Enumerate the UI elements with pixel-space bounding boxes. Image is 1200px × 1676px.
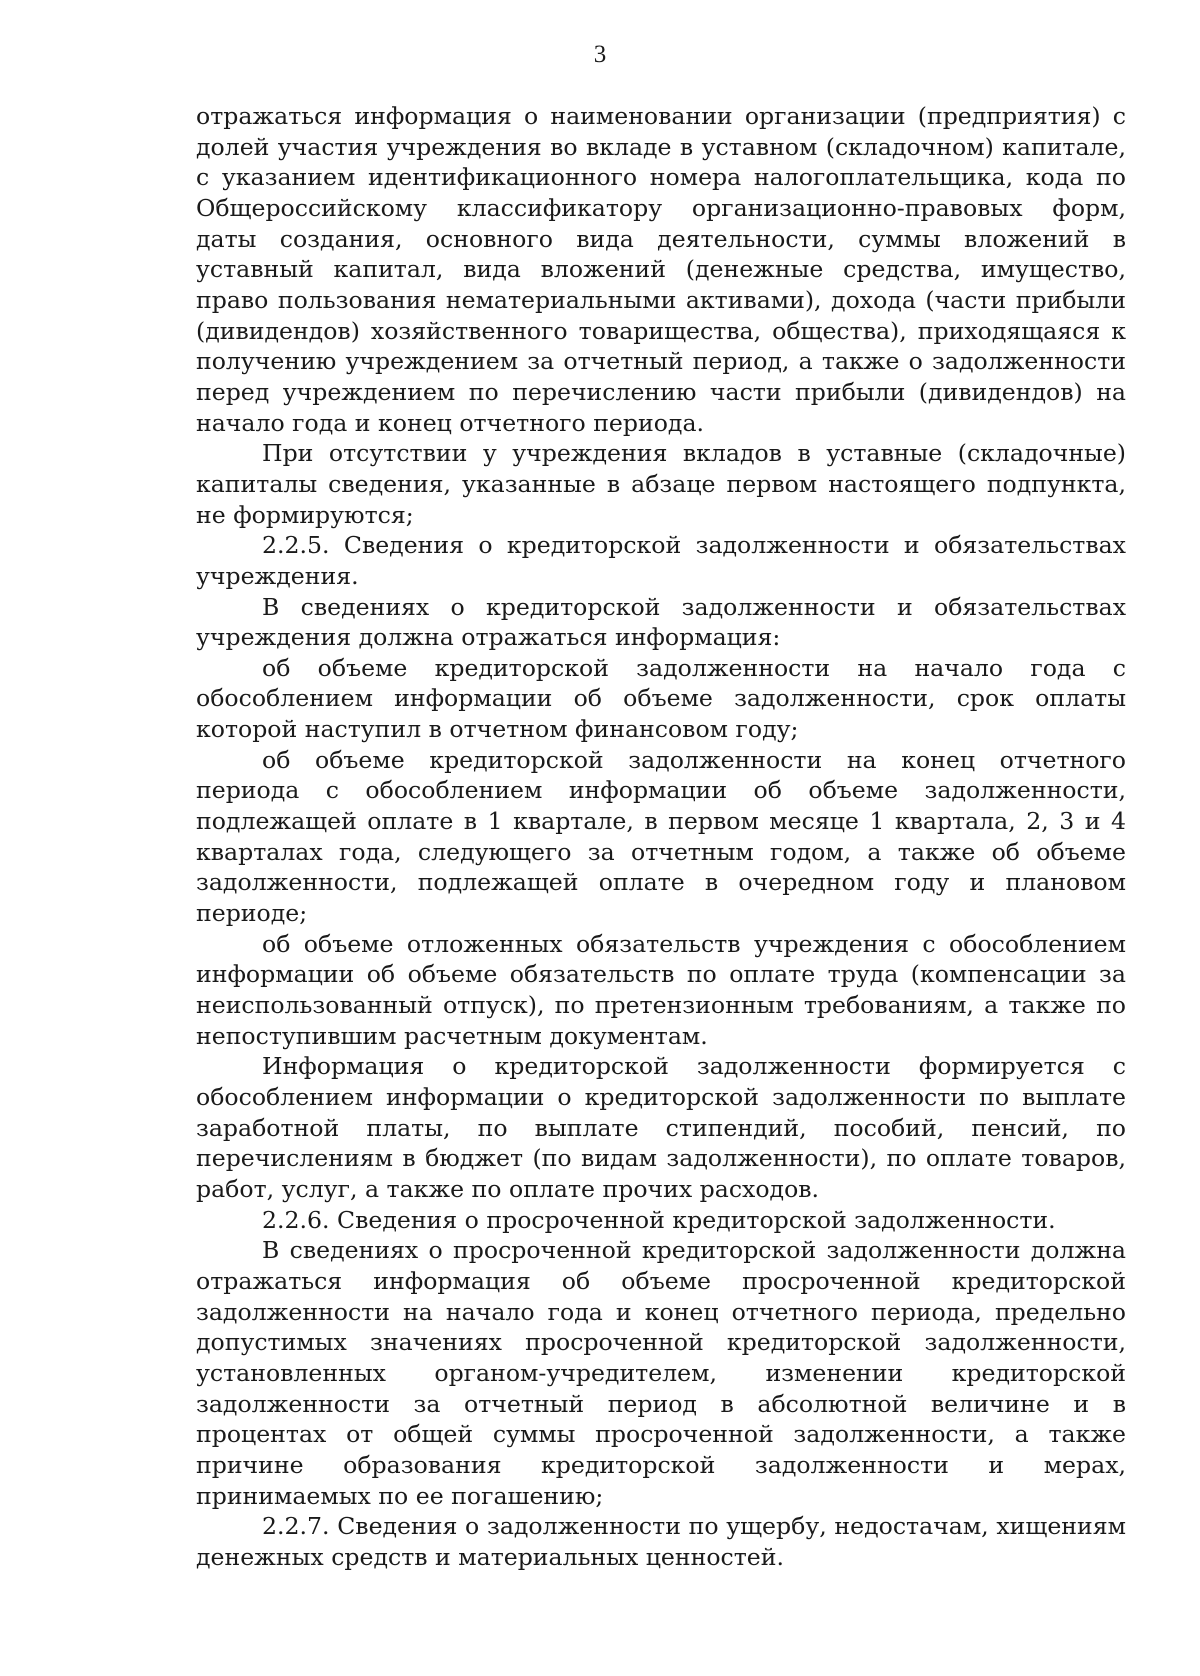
paragraph-payables-start-of-year: об объеме кредиторской задолженности на начало года с обособлением информации об объеме задолженности, срок оплаты которой наступил в отчетном финансовом году; — [196, 653, 1126, 744]
section-heading-2-2-6: 2.2.6. Сведения о просроченной кредиторской задолженности. — [262, 1205, 1056, 1234]
section-heading-2-2-5: 2.2.5. Сведения о кредиторской задолженности и обязательствах учреждения. — [196, 531, 1126, 590]
paragraph-payables-breakdown: Информация о кредиторской задолженности формируется с обособлением информации о кредиторской задолженности по выплате заработной платы, по выплате стипендий, пособий, пенсий, по перечислениям в бюджет (по видам задолженности), по оплате товаров, работ, услуг, а также по оплате прочих расходов. — [196, 1052, 1126, 1203]
paragraph-deferred-obligations: об объеме отложенных обязательств учреждения с обособлением информации об объеме обязательств по оплате труда (компенсации за неиспользованный отпуск), по претензионным требованиям, а также по непоступившим расчетным документам. — [196, 929, 1126, 1050]
paragraph-payables-info-intro: В сведениях о кредиторской задолженности и обязательствах учреждения должна отражаться информация: — [196, 592, 1126, 652]
paragraph-no-contributions: При отсутствии у учреждения вкладов в уставные (складочные) капиталы сведения, указанные в абзаце первом настоящего подпункта, не формируются; — [196, 439, 1126, 529]
section-heading-2-2-7: 2.2.7. Сведения о задолженности по ущербу, недостачам, хищениям денежных средств и материальных ценностей. — [196, 1512, 1126, 1571]
paragraph-overdue-payables-info: В сведениях о просроченной кредиторской задолженности должна отражаться информация об объеме просроченной кредиторской задолженности на начало года и конец отчетного периода, предельно допустимых значениях просроченной кредиторской задолженности, установленных органом-учредителем, изменении кредиторской задолженности за отчетный период в абсолютной величине и в процентах от общей суммы просроченной задолженности, а также причине образования кредиторской задолженности и мерах, принимаемых по ее погашению; — [196, 1236, 1126, 1510]
document-body — [196, 101, 1126, 1573]
page-number: 3 — [593, 41, 607, 68]
paragraph-payables-end-of-period: об объеме кредиторской задолженности на конец отчетного периода с обособлением информации об объеме задолженности, подлежащей оплате в 1 квартале, в первом месяце 1 квартала, 2, 3 и 4 кварталах года, следующего за отчетным годом, а также об объеме задолженности, подлежащей оплате в очередном году и плановом периоде; — [196, 745, 1126, 928]
paragraph-continuation: отражаться информация о наименовании организации (предприятия) с долей участия учреждения во вкладе в уставном (складочном) капитале, с указанием идентификационного номера налогоплательщика, кода по Общероссийскому классификатору организационно-правовых форм, даты создания, основного вида деятельности, суммы вложений в уставный капитал, вида вложений (денежные средства, имущество, право пользования нематериальными активами), дохода (части прибыли (дивидендов) хозяйственного товарищества, общества), приходящаяся к получению учреждением за отчетный период, а также о задолженности перед учреждением по перечислению части прибыли (дивидендов) на начало года и конец отчетного периода. — [196, 102, 1126, 437]
